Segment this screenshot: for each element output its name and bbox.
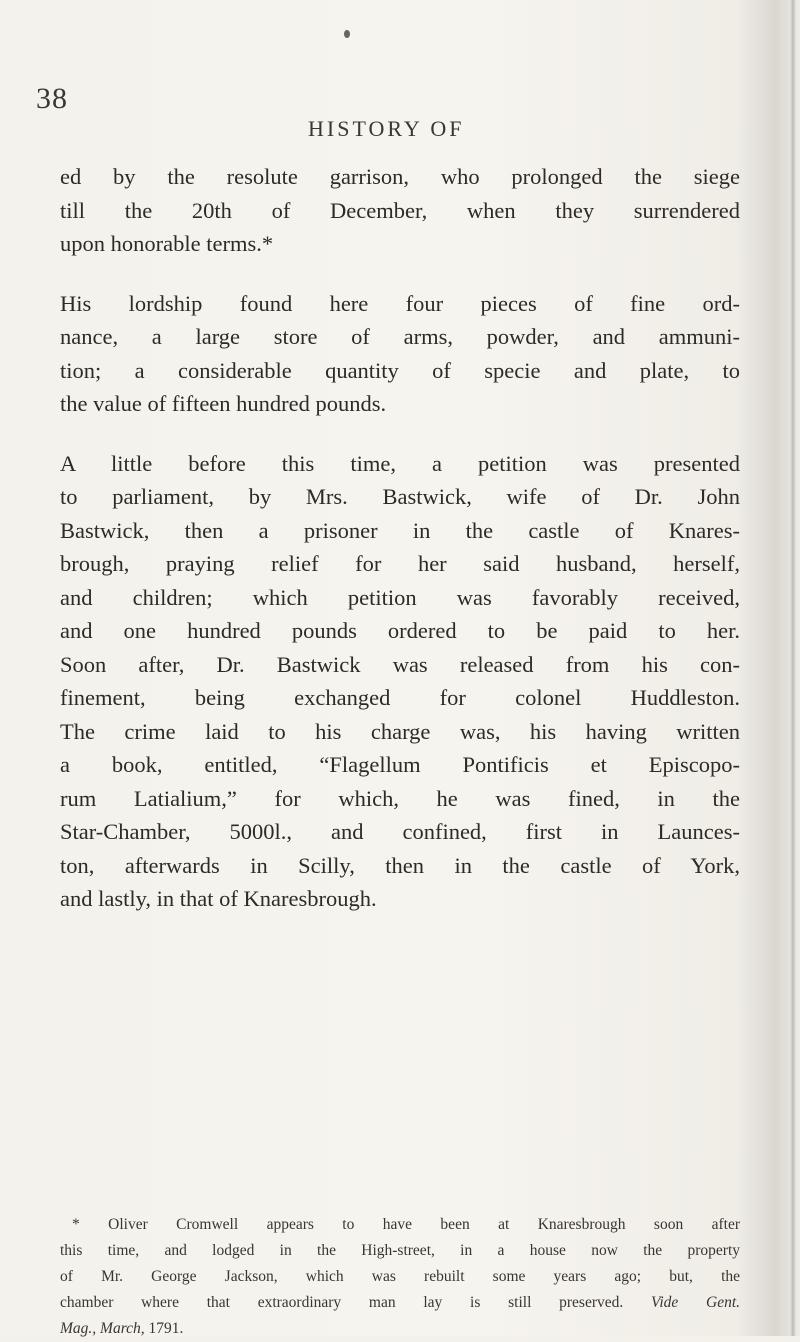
text-line: brough, praying relief for her said husband, herself, (60, 551, 740, 576)
citation-vide: Vide Gent. (651, 1294, 741, 1311)
text-line: a book, entitled, “Flagellum Pontificis et Episcopo- (60, 752, 740, 777)
text-line: rum Latialium,” for which, he was fined, in the (60, 785, 740, 811)
text-line: ton, afterwards in Scilly, then in the castle of York, (60, 852, 740, 878)
text-line: ed by the resolute garrison, who prolonged the siege (60, 164, 740, 189)
text-line: Soon after, Dr. Bastwick was released from his con- (60, 651, 740, 677)
text-line: and one hundred pounds ordered to be paid to her. (60, 618, 740, 643)
text-line: to parliament, by Mrs. Bastwick, wife of Dr. John (60, 484, 740, 509)
text-line: tion; a considerable quantity of specie and plate, to (60, 357, 740, 383)
footnote-line: this time, and lodged in the High-street, in a house now the property (60, 1242, 740, 1259)
running-head: HISTORY OF (308, 116, 465, 141)
text-line: The crime laid to his charge was, his having written (60, 718, 740, 744)
text-line: A little before this time, a petition was presented (60, 450, 740, 476)
text-line: nance, a large store of arms, powder, and ammuni- (60, 324, 740, 349)
text-line: the value of fifteen hundred pounds. (60, 391, 387, 416)
footnote-line: of Mr. George Jackson, which was rebuilt some years ago; but, the (60, 1268, 740, 1285)
text-line: till the 20th of December, when they surrendered (60, 197, 740, 223)
page-edge-shadow (790, 0, 796, 1336)
text-line: Star-Chamber, 5000l., and confined, first in Launces- (60, 819, 740, 844)
text-line: and lastly, in that of Knaresbrough. (60, 886, 377, 911)
footnote (60, 1212, 740, 1342)
footnote-line: chamber where that extraordinary man lay is still preserved. (60, 1294, 624, 1311)
citation-magazine: Mag., March, (60, 1320, 145, 1337)
page-number: 38 (36, 82, 68, 115)
ink-speck (344, 30, 350, 38)
paragraph-2 (60, 287, 740, 421)
footnote-line-with-citation (60, 1290, 740, 1316)
text-line: upon honorable terms.* (60, 231, 274, 256)
footnote-line: * Oliver Cromwell appears to have been at Knaresbrough soon after (72, 1216, 740, 1233)
text-line: His lordship found here four pieces of fine ord- (60, 290, 740, 316)
text-line: finement, being exchanged for colonel Huddleston. (60, 685, 740, 710)
paragraph-3 (60, 447, 740, 916)
paragraph-1 (60, 160, 740, 261)
text-line: Bastwick, then a prisoner in the castle of Knares- (60, 517, 740, 543)
text-line: and children; which petition was favorably received, (60, 584, 740, 610)
main-text (60, 160, 740, 916)
footnote-citation-line (60, 1316, 740, 1342)
citation-year: 1791. (148, 1320, 184, 1337)
